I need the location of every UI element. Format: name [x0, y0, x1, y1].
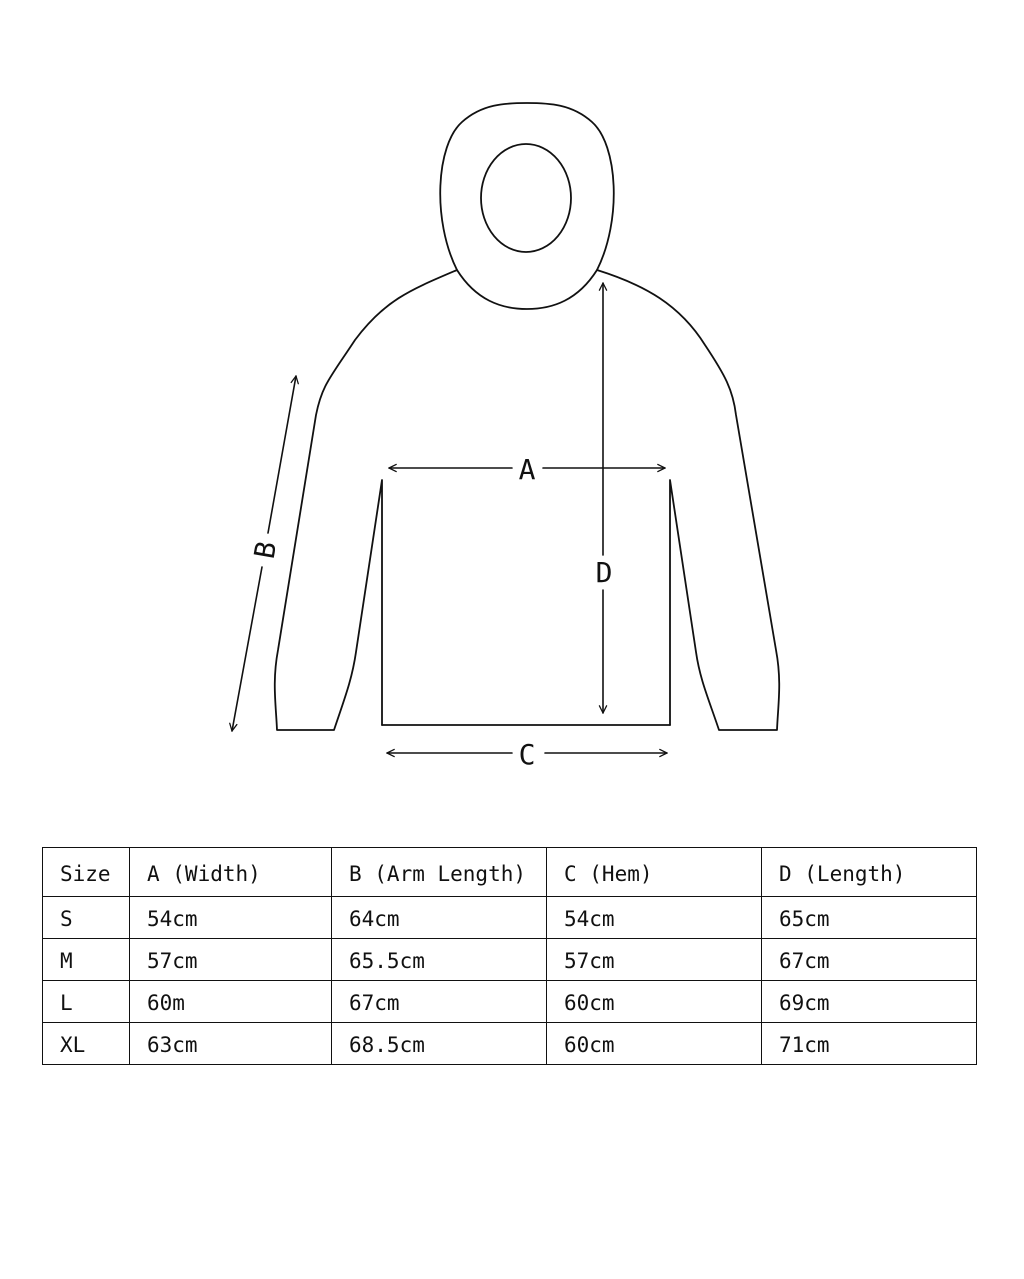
dimension-b-label: B: [247, 538, 284, 562]
dimension-c-label: C: [518, 738, 536, 771]
table-header-row: [43, 848, 977, 897]
dimension-a: [389, 453, 665, 486]
header-length: D (Length): [762, 848, 977, 897]
cell-width: 54cm: [130, 897, 332, 939]
dimension-d-label: D: [595, 556, 613, 589]
cell-width: 63cm: [130, 1023, 332, 1065]
cell-width: 57cm: [130, 939, 332, 981]
hood-outline: [440, 103, 614, 309]
right-sleeve-outline: [597, 270, 779, 730]
size-chart-table: [42, 847, 977, 1065]
table-row: [43, 1023, 977, 1065]
header-width: A (Width): [130, 848, 332, 897]
hoodie-outline: [275, 103, 779, 730]
cell-arm-length: 68.5cm: [332, 1023, 547, 1065]
cell-hem: 57cm: [547, 939, 762, 981]
header-arm-length: B (Arm Length): [332, 848, 547, 897]
cell-size: S: [43, 897, 130, 939]
cell-width: 60m: [130, 981, 332, 1023]
dimension-a-label: A: [518, 453, 536, 486]
cell-length: 65cm: [762, 897, 977, 939]
cell-length: 69cm: [762, 981, 977, 1023]
dimension-d: [596, 283, 613, 713]
cell-arm-length: 67cm: [332, 981, 547, 1023]
header-size: Size: [43, 848, 130, 897]
table-row: [43, 981, 977, 1023]
table-row: [43, 939, 977, 981]
cell-hem: 54cm: [547, 897, 762, 939]
cell-size: XL: [43, 1023, 130, 1065]
header-hem: C (Hem): [547, 848, 762, 897]
cell-hem: 60cm: [547, 981, 762, 1023]
cell-length: 71cm: [762, 1023, 977, 1065]
cell-hem: 60cm: [547, 1023, 762, 1065]
left-sleeve-outline: [275, 270, 457, 730]
dimension-b: [232, 376, 296, 731]
cell-arm-length: 64cm: [332, 897, 547, 939]
face-opening: [481, 144, 571, 252]
table-row: [43, 897, 977, 939]
cell-arm-length: 65.5cm: [332, 939, 547, 981]
dimension-c: [387, 738, 667, 771]
cell-size: M: [43, 939, 130, 981]
cell-size: L: [43, 981, 130, 1023]
cell-length: 67cm: [762, 939, 977, 981]
